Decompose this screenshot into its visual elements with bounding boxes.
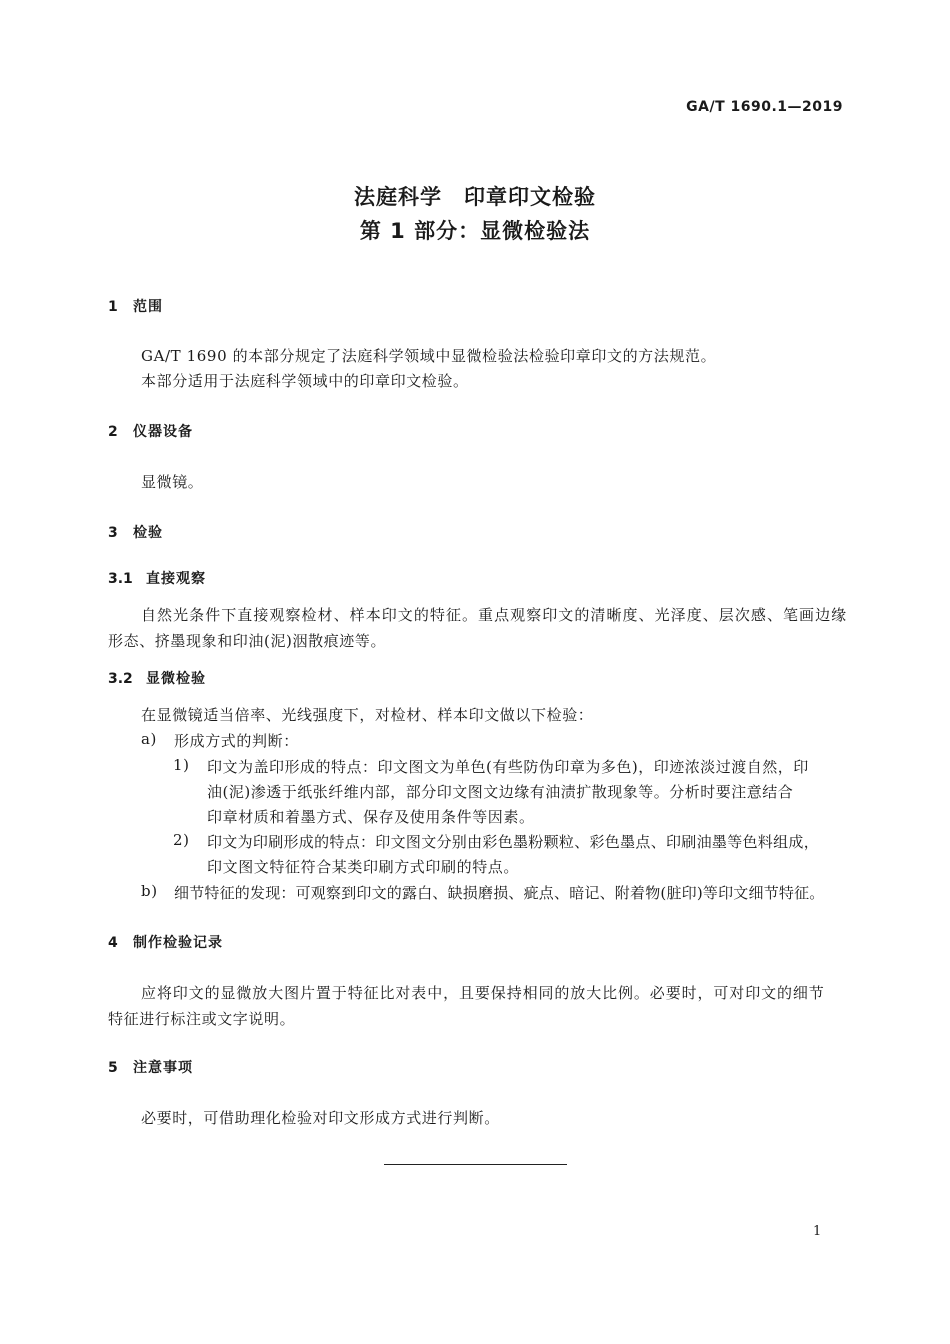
section-5-number: 5 [108, 1060, 118, 1076]
section-1-title: 范围 [133, 299, 163, 315]
section-3-1-line-2: 形态、挤墨现象和印油(泥)洇散痕迹等。 [108, 632, 387, 650]
standard-code: GA/T 1690.1—2019 [686, 99, 843, 115]
section-3-2-heading [108, 668, 206, 688]
section-3-2-number: 3.2 [108, 671, 133, 687]
list-item-a1-line-3: 印章材质和着墨方式、保存及使用条件等因素。 [207, 808, 535, 826]
section-1-paragraph-1: GA/T 1690 的本部分规定了法庭科学领域中显微检验法检验印章印文的方法规范。 [141, 347, 717, 365]
list-item-b-marker: b) [141, 882, 158, 900]
section-2-paragraph-1: 显微镜。 [141, 473, 204, 491]
list-item-a1-line-1: 印文为盖印形成的特点：印文图文为单色(有些防伪印章为多色)，印迹浓淡过渡自然，印 [207, 758, 809, 776]
section-4-title: 制作检验记录 [133, 935, 223, 951]
section-1-paragraph-2: 本部分适用于法庭科学领域中的印章印文检验。 [141, 372, 469, 390]
section-4-line-2: 特征进行标注或文字说明。 [108, 1010, 296, 1028]
section-3-title: 检验 [133, 525, 163, 541]
list-item-a-text: 形成方式的判断： [174, 732, 299, 750]
section-4-line-1: 应将印文的显微放大图片置于特征比对表中，且要保持相同的放大比例。必要时，可对印文的细节 [141, 984, 825, 1002]
section-3-number: 3 [108, 525, 118, 541]
end-of-text-rule [384, 1164, 567, 1165]
section-1-number: 1 [108, 299, 118, 315]
section-3-2-intro: 在显微镜适当倍率、光线强度下，对检材、样本印文做以下检验： [141, 706, 594, 724]
section-3-1-number: 3.1 [108, 571, 133, 587]
section-3-2-title: 显微检验 [146, 671, 206, 687]
section-3-1-line-1: 自然光条件下直接观察检材、样本印文的特征。重点观察印文的清晰度、光泽度、层次感、笔画边缘 [141, 606, 848, 624]
section-4-number: 4 [108, 935, 118, 951]
section-2-heading [108, 421, 193, 441]
section-3-heading [108, 522, 163, 542]
list-item-a1-marker: 1) [173, 756, 190, 774]
list-item-a1-line-2: 油(泥)渗透于纸张纤维内部，部分印文图文边缘有油渍扩散现象等。分析时要注意结合 [207, 783, 794, 801]
document-title-line1: 法庭科学 印章印文检验 [354, 185, 596, 209]
list-item-a2-line-1: 印文为印刷形成的特点：印文图文分别由彩色墨粉颗粒、彩色墨点、印刷油墨等色料组成， [207, 833, 820, 851]
section-1-heading [108, 296, 163, 316]
section-5-paragraph-1: 必要时，可借助理化检验对印文形成方式进行判断。 [141, 1109, 500, 1127]
section-2-title: 仪器设备 [133, 424, 193, 440]
section-3-1-title: 直接观察 [146, 571, 206, 587]
section-4-heading [108, 932, 223, 952]
page-number: 1 [813, 1224, 822, 1239]
document-title-line2: 第 1 部分：显微检验法 [359, 219, 591, 243]
list-item-b-text: 细节特征的发现：可观察到印文的露白、缺损磨损、疵点、暗记、附着物(脏印)等印文细节特征。 [174, 884, 825, 902]
section-5-title: 注意事项 [133, 1060, 193, 1076]
list-item-a2-line-2: 印文图文特征符合某类印刷方式印刷的特点。 [207, 858, 520, 876]
list-item-a-marker: a) [141, 730, 157, 748]
section-2-number: 2 [108, 424, 118, 440]
list-item-a2-marker: 2) [173, 831, 190, 849]
section-5-heading [108, 1057, 193, 1077]
section-3-1-heading [108, 568, 206, 588]
